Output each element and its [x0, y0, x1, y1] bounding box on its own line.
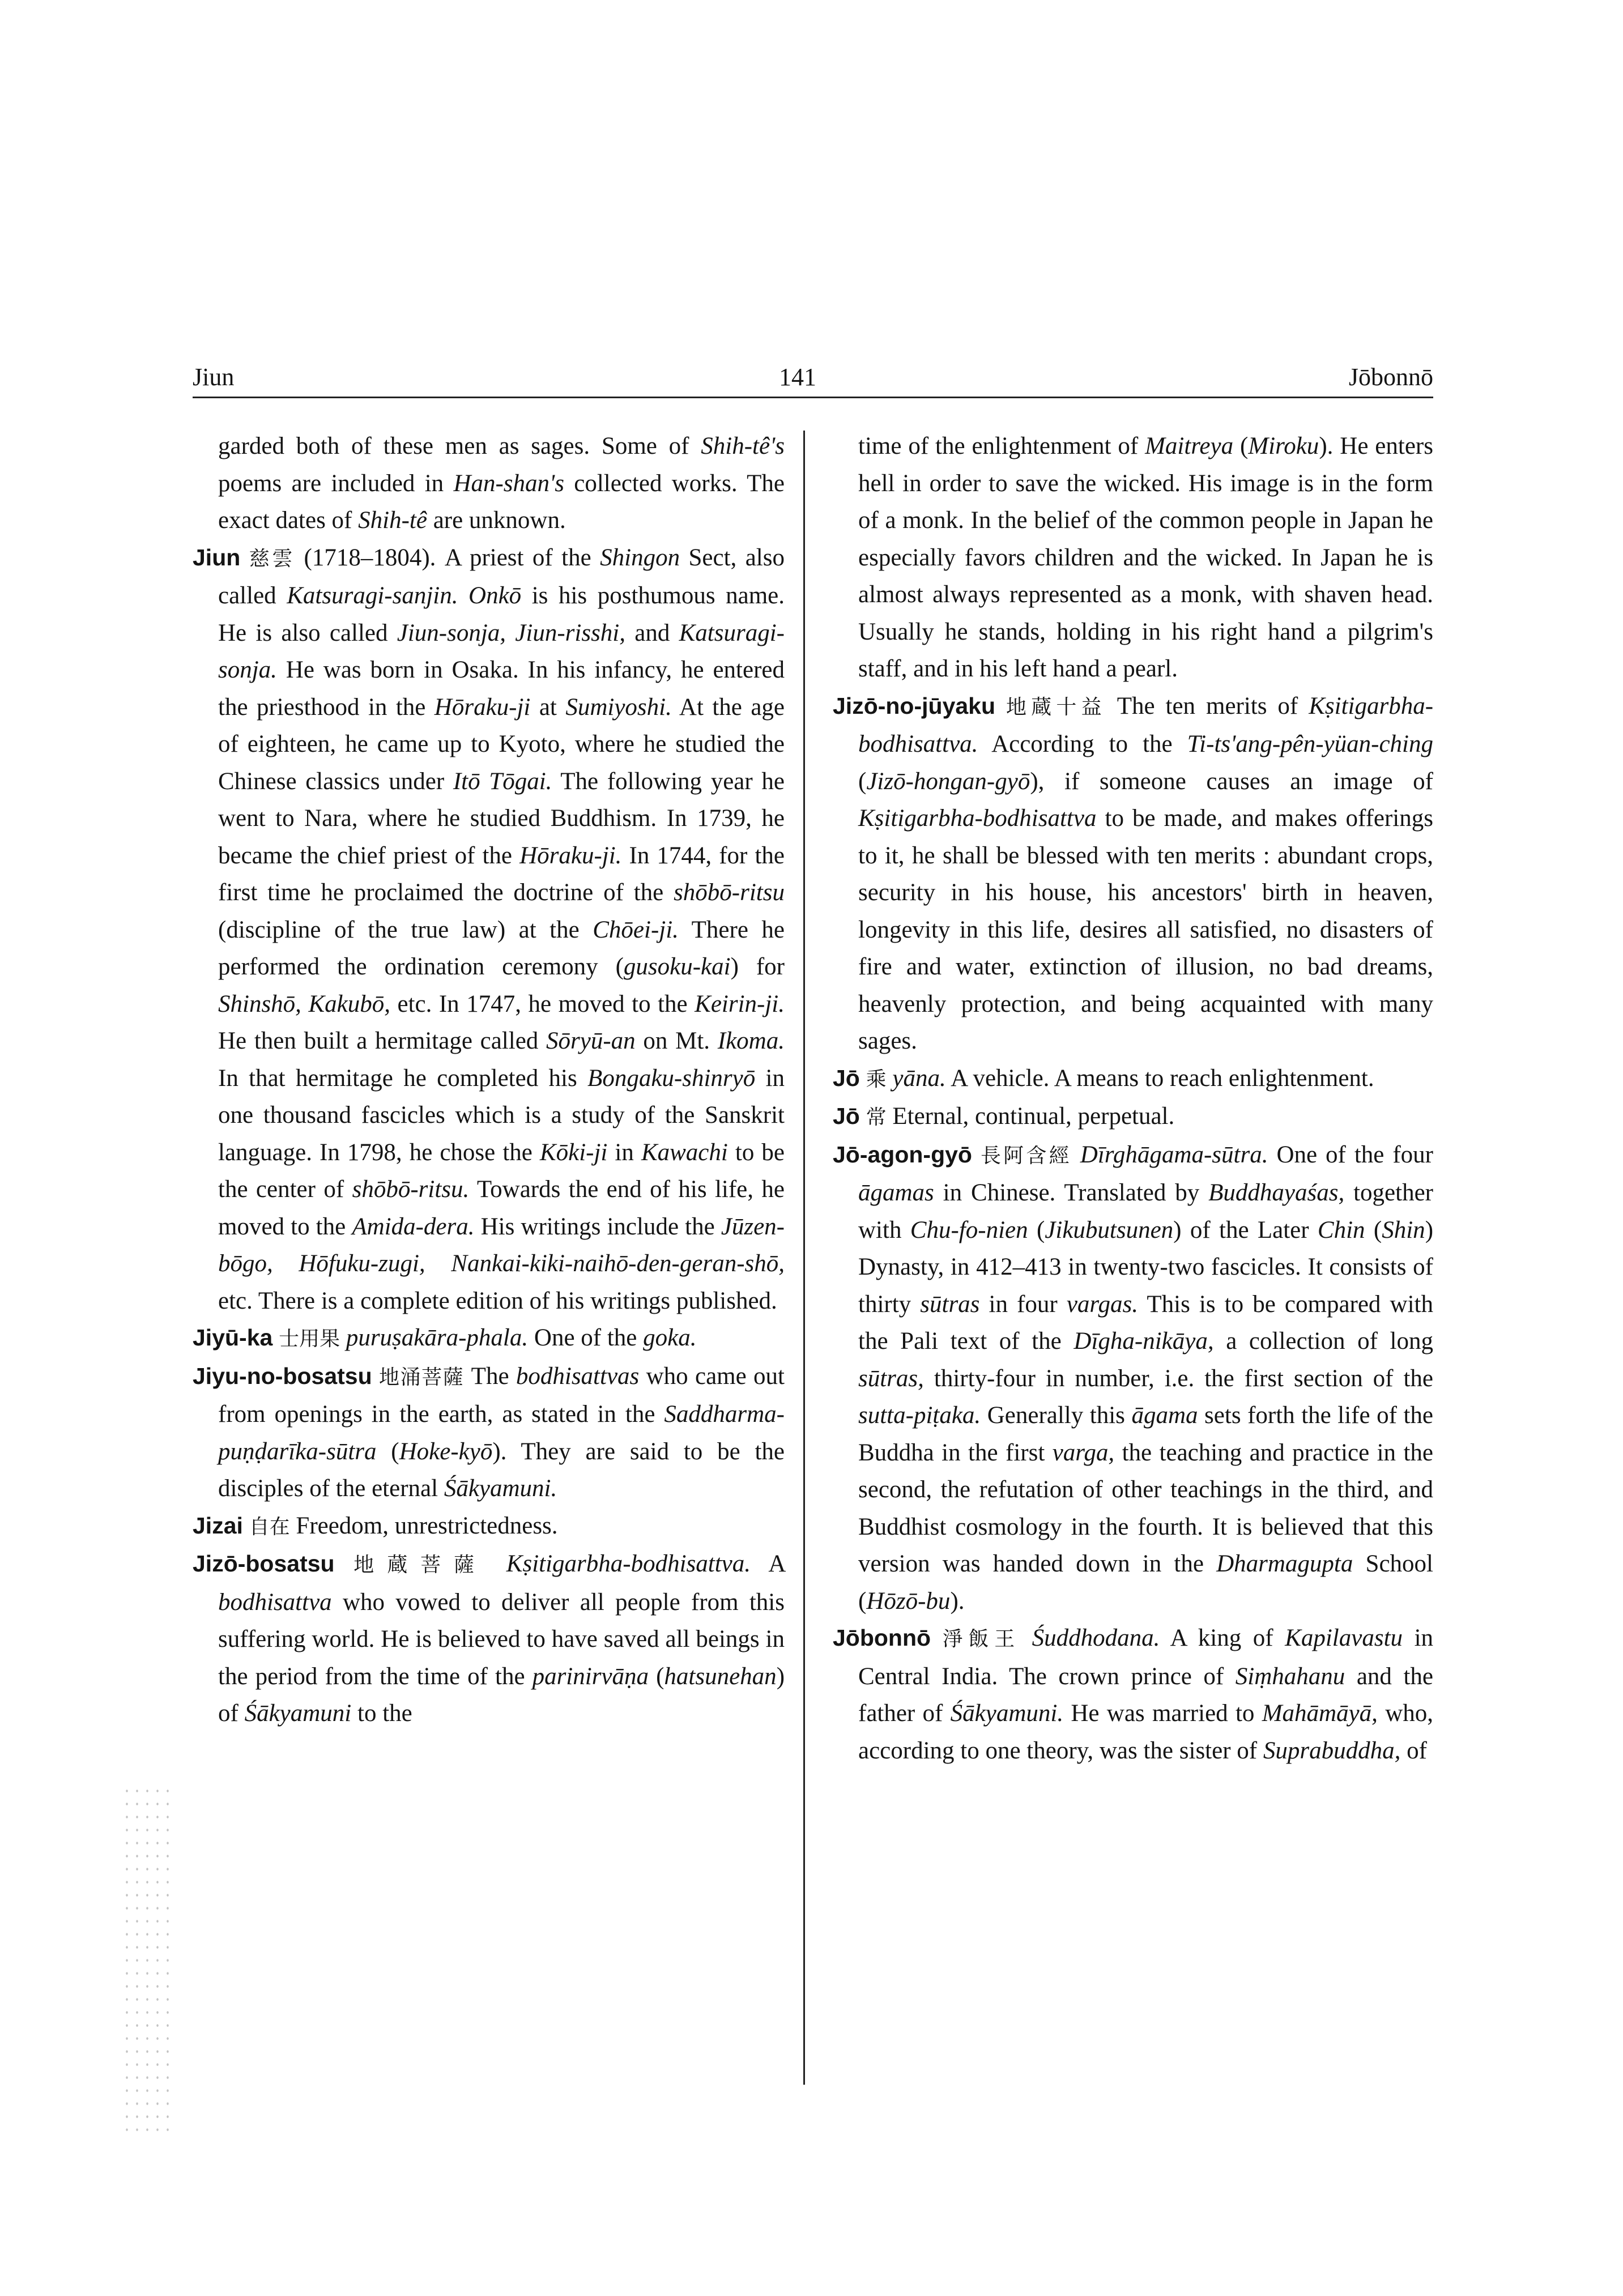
text-run: sutta-piṭaka.	[858, 1402, 981, 1429]
text-run	[458, 582, 468, 609]
dictionary-entry	[193, 1507, 785, 1546]
text-run: time of the enlightenment of	[858, 433, 1145, 459]
text-run: Jiun-sonja, Jiun-risshi,	[397, 619, 626, 646]
text-run: collected works. The exact dates of	[218, 470, 785, 534]
text-run: He then built a hermitage called	[218, 1028, 547, 1054]
text-run: Hōzō-bu	[866, 1587, 951, 1615]
text-run: Miroku	[1248, 433, 1319, 459]
entry-headword: Jō-agon-gyō	[833, 1141, 972, 1168]
text-run: ) Dynasty, in 412–413 in twenty-two fascicles. It consists of thirty	[858, 1216, 1434, 1318]
text-run: Eternal, continual, perpetual.	[886, 1103, 1175, 1130]
text-run: thirty-four in number, i.e. the first section of the	[923, 1365, 1433, 1392]
text-run: He was born in Osaka. In his infancy, he entered the priesthood in the	[218, 657, 785, 721]
text-run: This is to be compared with the Pali text of the	[858, 1290, 1433, 1354]
text-run: Mahāmāyā,	[1262, 1700, 1378, 1727]
text-run: Kōki-ji	[539, 1139, 608, 1166]
text-run: (	[376, 1438, 399, 1465]
entry-kanji: 淨飯王	[942, 1628, 1021, 1651]
text-run	[1072, 1141, 1080, 1168]
dictionary-entry	[193, 1545, 785, 1732]
text-run: A king of	[1160, 1625, 1285, 1651]
text-run: Shin	[1382, 1216, 1425, 1243]
text-run: Hōraku-ji.	[519, 842, 622, 869]
dictionary-entry	[833, 1060, 1433, 1098]
text-run: and the father of	[858, 1663, 1433, 1727]
text-run: hatsunehan	[664, 1663, 777, 1690]
text-run: (1718–1804). A priest of the	[295, 544, 600, 571]
text-run: etc. There is a complete edition of his writings published.	[218, 1287, 777, 1314]
entry-headword: Jizō-no-jūyaku	[833, 692, 996, 719]
text-run: bodhisattvas	[516, 1362, 640, 1390]
header-rule	[193, 397, 1433, 398]
text-run: Chin	[1317, 1216, 1365, 1243]
text-run: (	[649, 1663, 664, 1690]
text-run: (	[1028, 1216, 1045, 1243]
entry-kanji: 地涌菩薩	[378, 1365, 465, 1389]
text-run: Dīrghāgama-sūtra.	[1080, 1141, 1268, 1168]
text-run: Itō Tōgai.	[453, 768, 552, 795]
text-run: In that hermitage he completed his	[218, 1064, 588, 1092]
text-run: at	[530, 693, 566, 721]
text-run: ), if someone causes an image of	[1030, 768, 1433, 795]
entry-kanji: 慈雲	[249, 547, 296, 570]
text-run: One of the four	[1268, 1141, 1433, 1168]
entry-kanji: 自在	[249, 1515, 290, 1539]
text-run: Maitreya	[1145, 433, 1234, 459]
carryover-paragraph	[833, 428, 1433, 688]
text-run	[340, 1324, 346, 1351]
text-run: Jizō-hongan-gyō	[866, 768, 1030, 795]
text-run: are unknown.	[427, 507, 566, 534]
text-run: Sōryū-an	[546, 1028, 636, 1054]
text-run: Shinshō, Kakubō,	[218, 990, 390, 1017]
dictionary-entry	[833, 1620, 1433, 1769]
text-run: garded both of these men as sages. Some of	[218, 433, 701, 459]
text-run: āgamas	[858, 1179, 934, 1206]
text-run: Chu-fo-nien	[910, 1216, 1028, 1243]
text-run: Han-shan's	[453, 470, 564, 497]
text-run: Śākyamuni.	[444, 1475, 557, 1502]
text-run: Kṣitigarbha-bodhisattva.	[858, 692, 1434, 757]
text-run: Śuddhodana.	[1032, 1625, 1160, 1651]
running-head-left: Jiun	[193, 363, 235, 391]
text-run: goka.	[643, 1324, 697, 1351]
text-run: School (	[858, 1550, 1433, 1615]
text-run: A vehicle. A means to reach enlightenment.	[945, 1064, 1374, 1092]
text-run: One of the	[528, 1324, 644, 1351]
dictionary-entry	[833, 1098, 1433, 1136]
text-run: ). They are said to be the disciples of the eternal	[218, 1438, 785, 1502]
text-run: who, according to one theory, was the sister of	[858, 1700, 1433, 1764]
text-run: in Chinese. Translated by	[934, 1179, 1209, 1206]
scan-specks	[122, 1784, 173, 2136]
text-run: sūtras,	[858, 1365, 924, 1392]
running-head-right: Jōbonnō	[1348, 363, 1433, 391]
text-run: and	[625, 619, 679, 646]
text-run: Bongaku-shinryō	[587, 1064, 756, 1092]
text-run: etc. In 1747, he moved to the	[390, 990, 695, 1017]
entry-kanji: 地蔵十益	[1006, 695, 1106, 719]
text-run: Kawachi	[641, 1139, 728, 1166]
text-run: in Central India. The crown prince of	[858, 1625, 1434, 1690]
text-run: Saddharma-puṇḍarīka-sūtra	[218, 1401, 785, 1465]
entry-headword: Jō	[833, 1064, 860, 1091]
text-run: Sumiyoshi.	[565, 693, 672, 721]
text-run: In 1744, for the first time he proclaimed the doctrine of the	[218, 842, 785, 906]
entry-headword: Jō	[833, 1103, 860, 1129]
text-run: shōbō-ritsu.	[352, 1176, 470, 1203]
text-run: Katsuragi-sonja.	[218, 619, 785, 683]
text-run: sets forth the life of the Buddha in the first	[858, 1402, 1433, 1466]
text-run: parinirvāṇa	[532, 1663, 649, 1690]
text-run: together with	[858, 1179, 1433, 1243]
text-run: Generally this	[981, 1402, 1132, 1429]
text-run: Siṃhahanu	[1235, 1663, 1345, 1690]
text-run: (	[858, 768, 867, 795]
text-run: Shingon	[600, 544, 680, 571]
text-run	[487, 1550, 506, 1577]
text-run: Onkō	[468, 582, 522, 609]
text-run: Śākyamuni	[244, 1700, 352, 1727]
entry-headword: Jiun	[193, 544, 241, 570]
text-run: ) of	[218, 1663, 785, 1727]
text-run: is his posthumous name. He is also called	[218, 582, 785, 646]
text-run: who vowed to deliver all people from this suffering world. He is believed to have saved all beings in the period from the time of the	[218, 1588, 785, 1690]
dictionary-entry	[193, 1319, 785, 1358]
text-run	[887, 1065, 893, 1092]
text-run: to the	[351, 1700, 412, 1727]
text-run: who came out from openings in the earth, as stated in the	[218, 1362, 785, 1428]
entry-kanji: 地蔵菩薩	[353, 1553, 488, 1577]
entry-headword: Jōbonnō	[833, 1625, 931, 1651]
text-run: varga,	[1052, 1439, 1115, 1466]
text-run: Shih-tê	[358, 507, 427, 534]
text-run: Hōraku-ji	[434, 693, 531, 721]
entry-headword: Jiyu-no-bosatsu	[193, 1362, 372, 1389]
entry-kanji: 士用果	[279, 1327, 340, 1351]
text-run: At the age of eighteen, he came up to Kyoto, where he studied the Chinese classics under	[218, 693, 785, 795]
text-run	[1020, 1625, 1032, 1651]
entry-kanji: 長阿含經	[980, 1144, 1072, 1168]
text-run: A	[751, 1550, 785, 1577]
text-run: the teaching and practice in the second, the refutation of other teachings in the third, and Buddhist cosmology in the fourth. It is believed that this version was handed down in the	[858, 1439, 1433, 1577]
page-header	[193, 363, 1433, 408]
text-run: Towards the end of his life, he moved to the	[218, 1176, 785, 1240]
text-run: of	[1400, 1737, 1427, 1764]
text-run: Jūzen-bōgo, Hōfuku-zugi, Nankai-kiki-naihō-den-geran-shō,	[218, 1213, 785, 1277]
text-run: Kṣitigarbha-bodhisattva.	[506, 1550, 751, 1577]
text-run: ). He enters hell in order to save the wicked. His image is in the form of a monk. In the belief of the common people in Japan he especially favors children and the wicked. In Japan he is almost always represented as a monk, with shaven head. Usually he stands, holding in his right hand a pilgrim's staff, and in his left hand a pearl.	[858, 433, 1433, 682]
text-run: to be made, and makes offerings to it, he shall be blessed with ten merits : abundant crops, security in his house, his ancestors' birth in heaven, longevity in this life, desires all satisfied, no disasters of fire and water, extinction of illusion, no bad dreams, heavenly protection, and being acquainted with many sages.	[858, 805, 1433, 1054]
text-run: Kapilavastu	[1285, 1625, 1403, 1651]
entry-headword: Jizai	[193, 1512, 243, 1539]
dictionary-entry	[193, 1358, 785, 1507]
text-run: bodhisattva	[218, 1588, 332, 1616]
text-run: There he performed the ordination ceremony (	[218, 916, 785, 980]
text-run: Kṣitigarbha-bodhisattva	[858, 805, 1097, 832]
right-column	[833, 428, 1433, 1769]
text-run: (	[1365, 1216, 1382, 1243]
page-number: 141	[779, 363, 816, 391]
entry-kanji: 常	[866, 1106, 887, 1129]
dictionary-entry	[193, 539, 785, 1320]
text-run: Shih-tê's	[701, 433, 785, 459]
text-run: Jikubutsunen	[1045, 1216, 1174, 1243]
text-run: sūtras	[920, 1290, 980, 1318]
text-run: Dīgha-nikāya,	[1074, 1328, 1214, 1354]
text-run: His writings include the	[474, 1213, 721, 1240]
text-run: (discipline of the true law) at the	[218, 916, 593, 943]
text-run: Freedom, unrestrictedness.	[289, 1512, 558, 1539]
dictionary-entry	[833, 688, 1433, 1060]
text-run: Ti-ts'ang-pên-yüan-ching	[1187, 731, 1433, 757]
text-run: vargas.	[1066, 1290, 1139, 1318]
text-run: Buddhayaśas,	[1208, 1179, 1345, 1206]
text-run: ).	[950, 1587, 965, 1615]
text-run: Keirin-ji.	[695, 990, 785, 1017]
text-run: shōbō-ritsu	[674, 879, 785, 906]
text-run: in one thousand fascicles which is a study of the Sanskrit language. In 1798, he chose the	[218, 1064, 785, 1166]
text-run: Ikoma.	[717, 1028, 785, 1054]
text-run: puruṣakāra-phala.	[346, 1324, 529, 1351]
text-run: yāna.	[892, 1064, 946, 1092]
text-run: Sect, also called	[218, 544, 785, 609]
text-run: The following year he went to Nara, where he studied Buddhism. In 1739, he became the chief priest of the	[218, 768, 785, 869]
left-column	[193, 428, 785, 1732]
text-run: a collection of long	[1213, 1328, 1433, 1354]
text-run: Katsuragi-sanjin.	[287, 582, 458, 609]
text-run: Amida-dera.	[352, 1213, 475, 1240]
entry-headword: Jizō-bosatsu	[193, 1550, 335, 1577]
text-run: Śākyamuni.	[950, 1700, 1064, 1727]
text-run: According to the	[978, 731, 1187, 757]
text-run: Hoke-kyō	[399, 1438, 493, 1465]
text-run: on Mt.	[635, 1028, 718, 1054]
text-run: in four	[979, 1290, 1067, 1318]
text-run: The ten merits of	[1106, 692, 1309, 719]
column-divider	[803, 431, 805, 2085]
text-run: He was married to	[1063, 1700, 1262, 1727]
dictionary-entry	[833, 1136, 1433, 1620]
text-run: to be the center of	[218, 1139, 785, 1203]
text-run: The	[464, 1362, 516, 1390]
text-run: Suprabuddha,	[1263, 1737, 1401, 1764]
entry-kanji: 乘	[866, 1067, 887, 1091]
text-run: poems are included in	[218, 470, 454, 497]
text-run: in	[607, 1139, 641, 1166]
carryover-paragraph	[193, 428, 785, 539]
text-run: Chōei-ji.	[593, 916, 679, 943]
text-run: āgama	[1131, 1402, 1198, 1429]
text-run: Dharmagupta	[1216, 1550, 1353, 1577]
text-run: ) for	[730, 953, 785, 980]
entry-headword: Jiyū-ka	[193, 1324, 273, 1351]
text-run: (	[1233, 433, 1249, 459]
text-run: gusoku-kai	[623, 953, 731, 980]
text-run: ) of the Later	[1173, 1216, 1318, 1243]
